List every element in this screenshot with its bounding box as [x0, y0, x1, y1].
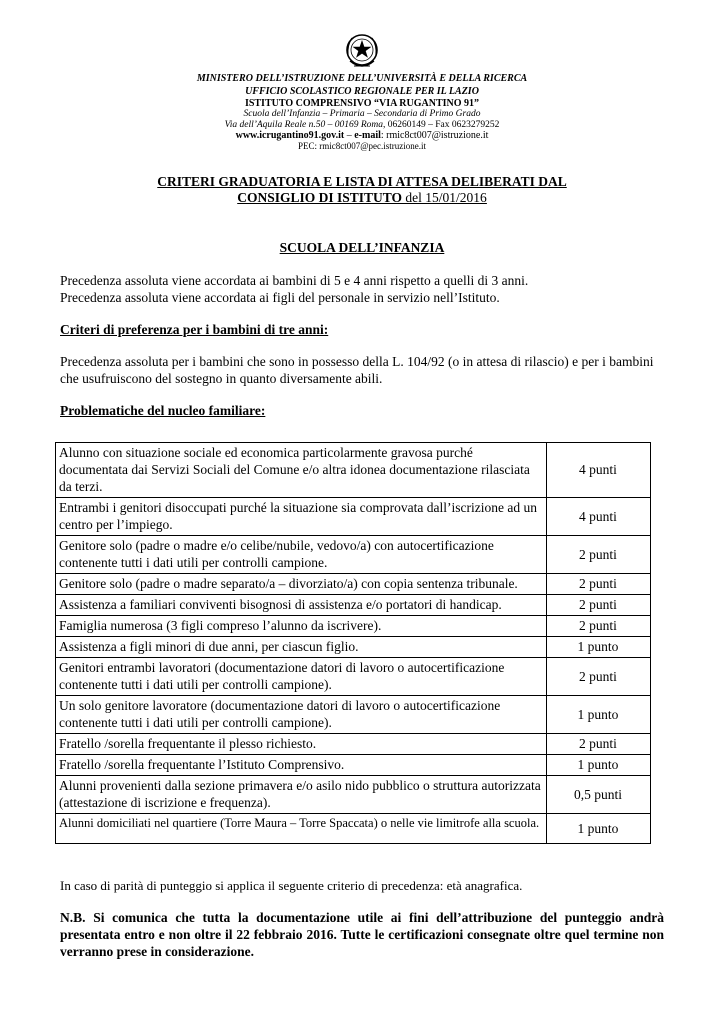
criterion-text: Genitore solo (padre o madre e/o celibe/nubile, vedovo/a) con autocertificazione contenente tutti i dati utili per controlli campione. [56, 536, 547, 574]
tie-break-note: In caso di parità di punteggio si applica il seguente criterio di precedenza: età anagrafica. [60, 878, 523, 893]
table-row [56, 755, 651, 776]
table-row [56, 734, 651, 755]
criterion-points: 1 punto [547, 696, 651, 734]
pec-address: PEC: rmic8ct007@pec.istruzione.it [297, 141, 426, 151]
criterion-text: Fratello /sorella frequentante il plesso richiesto. [56, 734, 547, 755]
website-link[interactable]: www.icrugantino91.gov.it [235, 130, 345, 141]
criterion-text: Famiglia numerosa (3 figli compreso l’alunno da iscrivere). [56, 616, 547, 637]
email-address[interactable]: : rmic8ct007@istruzione.it [380, 130, 489, 141]
title-date: del 15/01/2016 [402, 190, 487, 205]
criterion-text: Entrambi i genitori disoccupati purché la situazione sia comprovata dall’iscrizione ad un centro per l’impiego. [56, 498, 547, 536]
criterion-points: 2 punti [547, 536, 651, 574]
criterion-points: 2 punti [547, 658, 651, 696]
table-row [56, 776, 651, 814]
criteria-table [55, 442, 651, 844]
table-row [56, 814, 651, 844]
table-row [56, 658, 651, 696]
subheading-three-year-olds: Criteri di preferenza per i bambini di tre anni: [60, 322, 329, 337]
subheading-family-issues: Problematiche del nucleo familiare: [60, 403, 266, 418]
precedence-paragraph-2: Precedenza assoluta viene accordata ai figli del personale in servizio nell’Istituto. [60, 290, 500, 305]
criterion-points: 1 punto [547, 637, 651, 658]
criterion-text: Alunno con situazione sociale ed economica particolarmente gravosa purché documentata dai Servizi Sociali del Comune e/o altra idonea documentazione rilasciata da terzi. [56, 443, 547, 498]
criterion-text: Genitori entrambi lavoratori (documentazione datori di lavoro o autocertificazione contenente tutti i dati utili per controlli campione). [56, 658, 547, 696]
criterion-points: 0,5 punti [547, 776, 651, 814]
title-council: CONSIGLIO DI ISTITUTO [237, 190, 403, 205]
criterion-points: 4 punti [547, 443, 651, 498]
table-row [56, 536, 651, 574]
contact-separator: – [344, 130, 355, 141]
criterion-text: Assistenza a figli minori di due anni, per ciascun figlio. [56, 637, 547, 658]
table-row [56, 498, 651, 536]
criterion-text: Alunni provenienti dalla sezione primavera e/o asilo nido pubblico o struttura autorizzata (attestazione di iscrizione e frequenza). [56, 776, 547, 814]
criterion-points: 4 punti [547, 498, 651, 536]
criterion-points: 2 punti [547, 574, 651, 595]
ministry-name: MINISTERO DELL’ISTRUZIONE DELL’UNIVERSITÀ E DELLA RICERCA [196, 73, 528, 84]
criterion-text: Alunni domiciliati nel quartiere (Torre Maura – Torre Spaccata) o nelle vie limitrofe alla scuola. [56, 814, 547, 844]
address: Via dell’Aquila Reale n.50 – 00169 Roma [224, 120, 384, 130]
italian-republic-emblem-icon [344, 31, 380, 71]
criterion-text: Un solo genitore lavoratore (documentazione datori di lavoro o autocertificazione contenente tutti i dati utili per controlli campione). [56, 696, 547, 734]
disability-precedence-paragraph: Precedenza assoluta per i bambini che sono in possesso della L. 104/92 (o in attesa di rilascio) e per i bambini che usufruiscono del sostegno in quanto diversamente abili. [60, 354, 654, 386]
phone-fax: , 06260149 – Fax 0623279252 [383, 120, 500, 130]
criterion-text: Assistenza a familiari conviventi bisognosi di assistenza e/o portatori di handicap. [56, 595, 547, 616]
email-label: e-mail [354, 130, 381, 141]
criterion-text: Genitore solo (padre o madre separato/a – divorziato/a) con copia sentenza tribunale. [56, 574, 547, 595]
table-row [56, 637, 651, 658]
school-levels: Scuola dell’Infanzia – Primaria – Secondaria di Primo Grado [243, 109, 481, 119]
institute-name: ISTITUTO COMPRENSIVO “VIA RUGANTINO 91” [244, 98, 480, 109]
document-title-line2 [0, 190, 724, 206]
document-title-line1: CRITERI GRADUATORIA E LISTA DI ATTESA DELIBERATI DAL [157, 174, 567, 189]
criterion-points: 1 punto [547, 814, 651, 844]
table-row [56, 616, 651, 637]
criterion-points: 2 punti [547, 616, 651, 637]
section-heading: SCUOLA DELL’INFANZIA [279, 240, 445, 255]
table-row [56, 443, 651, 498]
criterion-text: Fratello /sorella frequentante l’Istituto Comprensivo. [56, 755, 547, 776]
regional-office: UFFICIO SCOLASTICO REGIONALE PER IL LAZIO [245, 86, 479, 97]
criterion-points: 2 punti [547, 595, 651, 616]
precedence-paragraph-1: Precedenza assoluta viene accordata ai bambini di 5 e 4 anni rispetto a quelli di 3 anni. [60, 273, 529, 288]
criterion-points: 2 punti [547, 734, 651, 755]
table-row [56, 574, 651, 595]
criterion-points: 1 punto [547, 755, 651, 776]
table-row [56, 595, 651, 616]
nb-notice: N.B. Si comunica che tutta la documentazione utile ai fini dell’attribuzione del punteggio andrà presentata entro e non oltre il 22 febbraio 2016. Tutte le certificazioni consegnate oltre quel termine non verranno prese in considerazione. [60, 910, 664, 959]
table-row [56, 696, 651, 734]
